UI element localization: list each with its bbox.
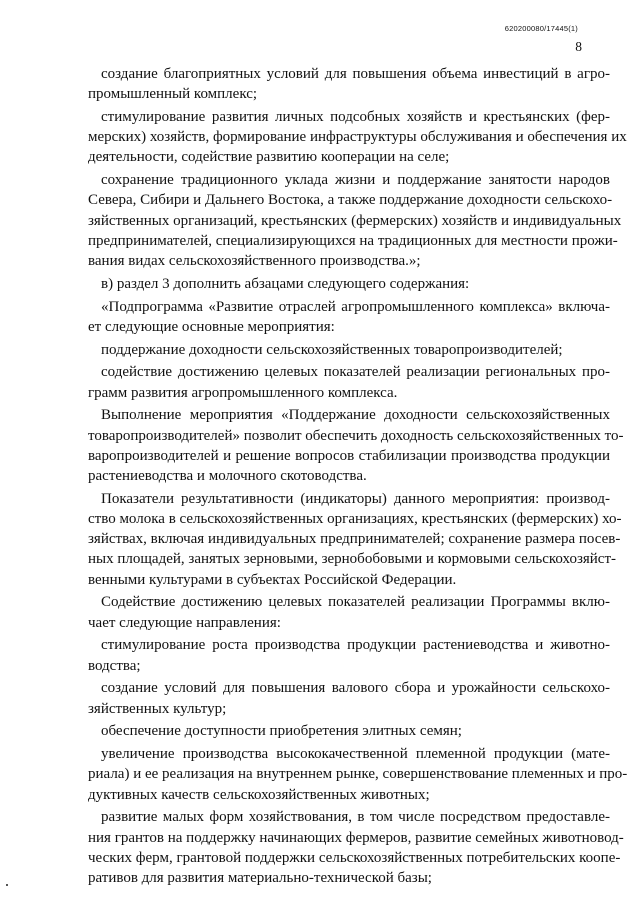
- text-line: чает следующие направления:: [88, 614, 281, 631]
- text-line: ния грантов на поддержку начинающих фермеров, развитие семейных животновод-: [88, 829, 624, 846]
- text-line: развитие малых форм хозяйствования, в том числе посредством предоставле-: [101, 809, 610, 826]
- paragraph: [88, 274, 610, 294]
- text-line: грамм развития агропромышленного комплекса.: [88, 384, 398, 401]
- text-line: увеличение производства высококачественной племенной продукции (мате-: [101, 746, 610, 763]
- text-line: создание условий для повышения валового сбора и урожайности сельскохо-: [101, 680, 610, 697]
- paragraph: [88, 297, 610, 337]
- text-line: ративов для развития материально-технической базы;: [88, 870, 432, 887]
- text-line: «Подпрограмма «Развитие отраслей агропромышленного комплекса» включа-: [101, 298, 610, 315]
- document-id: 620200080/17445(1): [504, 24, 578, 33]
- text-line: содействие достижению целевых показателей реализации региональных про-: [101, 364, 610, 381]
- text-line: деятельности, содействие развитию кооперации на селе;: [88, 149, 450, 166]
- text-line: ных площадей, занятых зерновыми, зернобобовыми и кормовыми сельскохозяйст-: [88, 551, 617, 568]
- text-line: поддержание доходности сельскохозяйственных товаропроизводителей;: [101, 341, 563, 358]
- text-line: растениеводства и молочного скотоводства.: [88, 468, 367, 485]
- paragraph: [88, 405, 624, 486]
- text-line: ство молока в сельскохозяйственных организациях, крестьянских (фермерских) хо-: [88, 511, 622, 528]
- text-line: зяйственных культур;: [88, 700, 227, 717]
- paragraph: [88, 635, 610, 675]
- paragraph: [88, 744, 628, 805]
- text-line: промышленный комплекс;: [88, 86, 258, 103]
- text-line: Выполнение мероприятия «Поддержание доходности сельскохозяйственных: [101, 407, 610, 424]
- text-line: водства;: [88, 657, 141, 674]
- paragraph: [88, 340, 610, 360]
- text-line: товаропроизводителей» позволит обеспечить доходность сельскохозяйственных то-: [88, 427, 624, 444]
- paragraph: [88, 362, 610, 402]
- text-line: сохранение традиционного уклада жизни и поддержание занятости народов: [101, 172, 610, 189]
- text-line: ет следующие основные мероприятия:: [88, 318, 335, 335]
- text-line: дуктивных качеств сельскохозяйственных животных;: [88, 786, 430, 803]
- text-line: ческих ферм, грантовой поддержки сельскохозяйственных потребительских коопе-: [88, 849, 621, 866]
- text-line: варопроизводителей и решение вопросов стабилизации производства продукции: [88, 447, 610, 464]
- text-line: в) раздел 3 дополнить абзацами следующего содержания:: [101, 275, 470, 292]
- text-line: мерских) хозяйств, формирование инфраструктуры обслуживания и обеспечения их: [88, 129, 627, 146]
- text-line: предпринимателей, специализирующихся на традиционных для местности прожи-: [88, 232, 618, 249]
- document-body: [88, 64, 628, 891]
- text-line: риала) и ее реализация на внутреннем рынке, совершенствование племенных и про-: [88, 766, 628, 783]
- text-line: зяйствах, включая индивидуальных предпринимателей; сохранение размера посев-: [88, 531, 621, 548]
- text-line: Показатели результативности (индикаторы) данного мероприятия: производ-: [101, 490, 610, 507]
- page-number: 8: [575, 39, 582, 54]
- scan-mark: [6, 884, 8, 886]
- text-line: стимулирование роста производства продукции растениеводства и животно-: [101, 637, 610, 654]
- paragraph: [88, 64, 610, 104]
- paragraph: [88, 678, 610, 718]
- paragraph: [88, 592, 610, 632]
- text-line: Содействие достижению целевых показателей реализации Программы вклю-: [101, 594, 610, 611]
- text-line: создание благоприятных условий для повышения объема инвестиций в агро-: [101, 66, 610, 82]
- text-line: стимулирование развития личных подсобных хозяйств и крестьянских (фер-: [101, 109, 610, 125]
- text-line: Севера, Сибири и Дальнего Востока, а также поддержание доходности сельскохо-: [88, 192, 613, 209]
- text-line: зяйственных организаций, крестьянских (фермерских) хозяйств и индивидуальных: [88, 212, 622, 229]
- text-line: обеспечение доступности приобретения элитных семян;: [101, 723, 462, 740]
- text-line: вания видах сельскохозяйственного производства.»;: [88, 253, 421, 270]
- paragraph: [88, 170, 622, 271]
- paragraph: [88, 489, 622, 590]
- paragraph: [88, 807, 624, 888]
- text-line: венными культурами в субъектах Российской Федерации.: [88, 571, 457, 588]
- paragraph: [88, 721, 610, 741]
- paragraph: [88, 107, 627, 168]
